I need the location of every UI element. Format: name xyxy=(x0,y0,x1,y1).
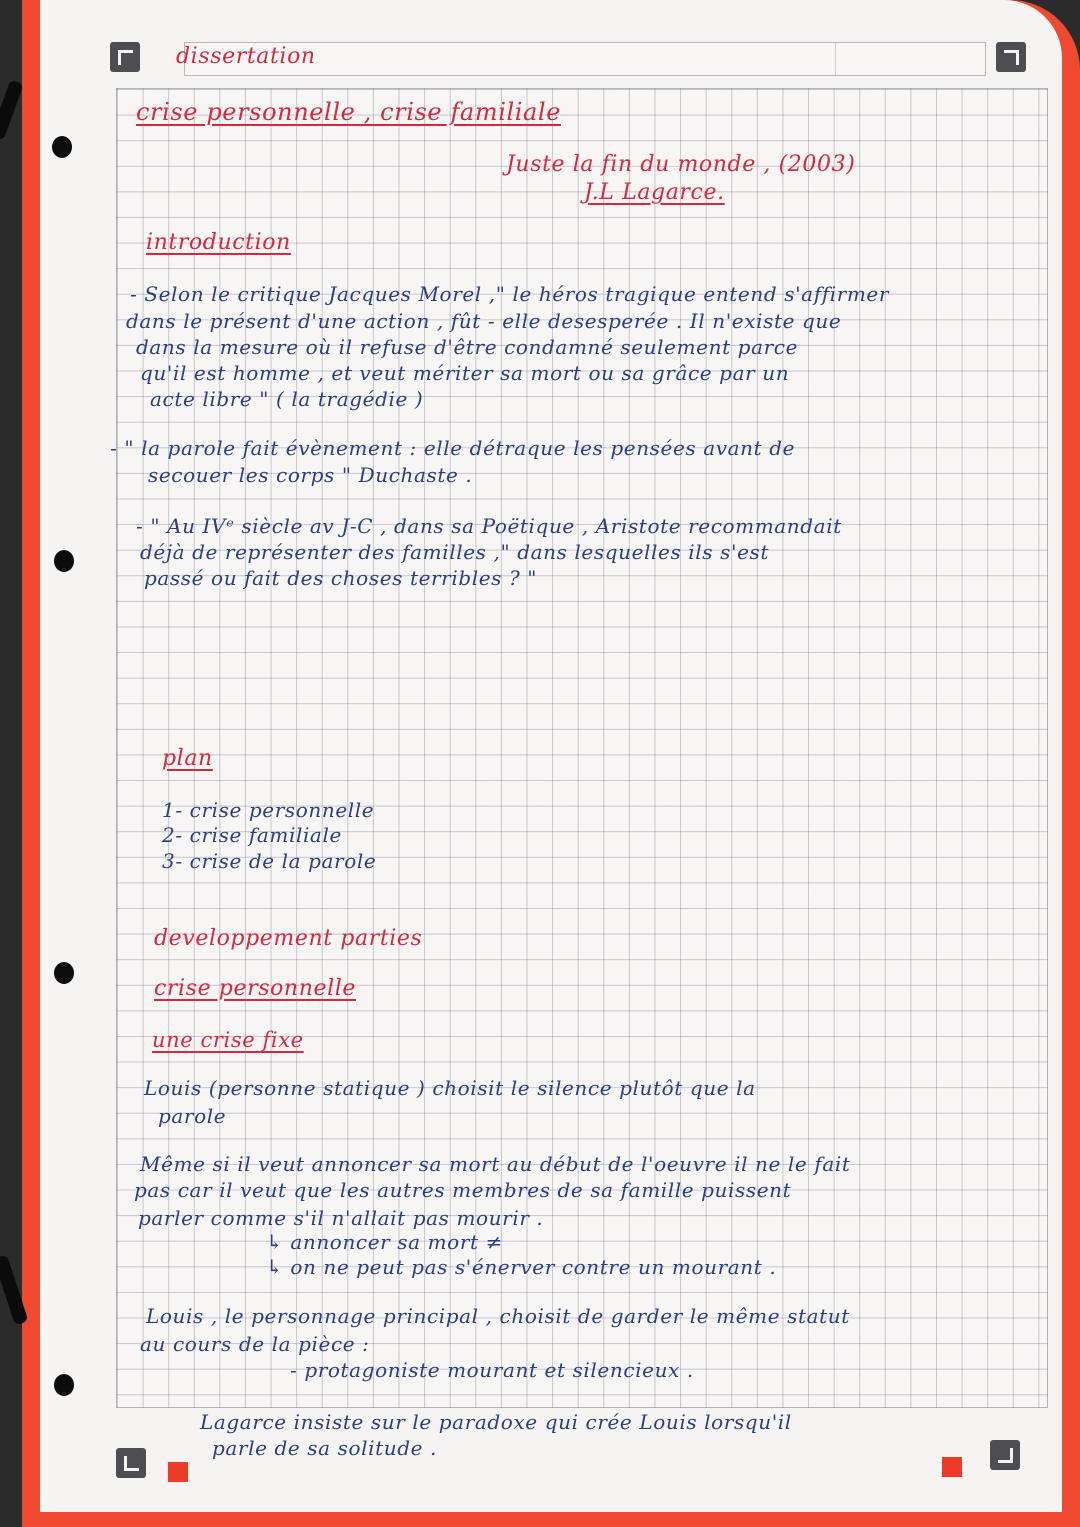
quote-morel-line: acte libre " ( la tragédie ) xyxy=(150,387,424,411)
plan-heading: plan xyxy=(162,746,213,771)
corner-mark-top-left-icon xyxy=(110,42,140,72)
notebook-page xyxy=(40,0,1062,1512)
paragraph-line: pas car il veut que les autres membres de sa famille puissent xyxy=(134,1178,792,1202)
corner-mark-bottom-right-icon xyxy=(990,1440,1020,1470)
paragraph-line: parole xyxy=(158,1104,227,1128)
quote-morel-line: - Selon le critique Jacques Morel ," le héros tragique entend s'affirmer xyxy=(130,282,890,306)
paragraph-line: Louis (personne statique ) choisit le silence plutôt que la xyxy=(144,1076,756,1100)
plan-item: 1- crise personnelle xyxy=(162,798,375,822)
punch-hole xyxy=(54,1374,74,1396)
development-heading: developpement parties xyxy=(154,926,423,951)
bullet-line: - protagoniste mourant et silencieux . xyxy=(290,1358,694,1382)
quote-aristote-line: passé ou fait des choses terribles ? " xyxy=(144,566,538,590)
quote-morel-line: qu'il est homme , et veut mériter sa mort ou sa grâce par un xyxy=(140,361,790,385)
paragraph-line: parle de sa solitude . xyxy=(212,1436,437,1460)
work-title: Juste la fin du monde , (2003) xyxy=(506,152,856,177)
paragraph-line: Même si il veut annoncer sa mort au début de l'oeuvre il ne le fait xyxy=(140,1152,851,1176)
paragraph-line: parler comme s'il n'allait pas mourir . xyxy=(138,1206,544,1230)
punch-hole xyxy=(54,962,74,984)
paragraph-line: Lagarce insiste sur le paradoxe qui crée Louis lorsqu'il xyxy=(200,1410,792,1434)
quote-duchaste-line: - " la parole fait évènement : elle détraque les pensées avant de xyxy=(110,436,796,460)
header-separator xyxy=(835,43,836,75)
paragraph-line: au cours de la pièce : xyxy=(140,1332,370,1356)
quote-aristote-line: déjà de représenter des familles ," dans lesquelles ils s'est xyxy=(140,540,770,564)
binder-elastic xyxy=(0,79,24,140)
plan-item: 3- crise de la parole xyxy=(162,849,377,873)
subsection-heading: une crise fixe xyxy=(152,1028,304,1052)
introduction-heading: introduction xyxy=(146,230,291,255)
arrow-note: ↳ annoncer sa mort ≠ xyxy=(266,1230,503,1254)
punch-hole xyxy=(52,136,72,158)
quote-morel-line: dans le présent d'une action , fût - elle desesperée . Il n'existe que xyxy=(126,309,842,333)
corner-mark-top-right-icon xyxy=(996,42,1026,72)
paragraph-line: Louis , le personnage principal , choisit de garder le même statut xyxy=(146,1304,850,1328)
arrow-note: ↳ on ne peut pas s'énerver contre un mourant . xyxy=(266,1255,777,1279)
quote-aristote-line: - " Au IVᵉ siècle av J-C , dans sa Poëtique , Aristote recommandait xyxy=(136,514,842,538)
binder-sheet xyxy=(22,0,1080,1527)
quote-duchaste-line: secouer les corps " Duchaste . xyxy=(148,463,473,487)
work-author: J.L Lagarce. xyxy=(584,180,725,205)
red-marker-right xyxy=(942,1457,962,1477)
punch-hole xyxy=(54,550,74,572)
corner-mark-bottom-left-icon xyxy=(116,1448,146,1478)
header-label: dissertation xyxy=(176,44,316,69)
plan-item: 2- crise familiale xyxy=(162,823,342,847)
page-title: crise personnelle , crise familiale xyxy=(136,98,562,126)
red-marker-left xyxy=(168,1462,188,1482)
quote-morel-line: dans la mesure où il refuse d'être condamné seulement parce xyxy=(136,335,799,359)
section-heading: crise personnelle xyxy=(154,976,356,1001)
